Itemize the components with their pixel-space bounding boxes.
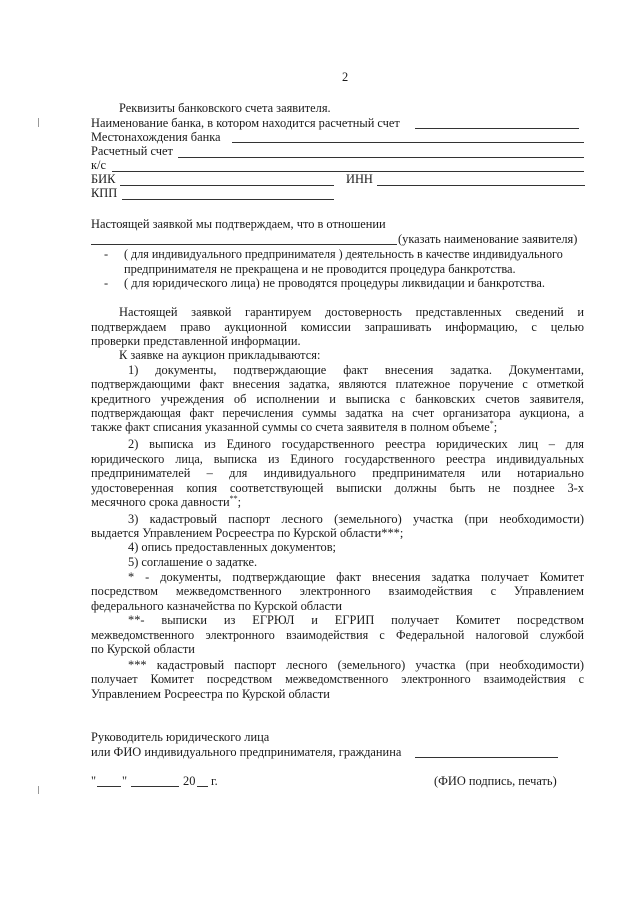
date-quote-open: " (91, 774, 97, 788)
note1-line2: посредством межведомственного электронного взаимодействия с Управлением (91, 584, 584, 598)
date-year-field[interactable] (197, 786, 208, 787)
item2-line4: удостоверенная копия соответствующей выписки должны быть не позднее 3-х (91, 481, 584, 495)
note1-line3: федерального казначейства по Курской области (91, 599, 342, 613)
account-field[interactable] (178, 157, 584, 158)
bank-name-field[interactable] (415, 128, 579, 129)
item3-line1: 3) кадастровый паспорт лесного (земельного) участка (при необходимости) (128, 512, 584, 526)
guarantee-line1: Настоящей заявкой гарантируем достоверность представленных сведений и (119, 305, 584, 319)
date-year-suffix: г. (211, 774, 218, 788)
item2-line3: предпринимателей – для индивидуального предпринимателя или нотариально (91, 466, 584, 480)
kpp-label: КПП (91, 186, 118, 200)
bank-location-field[interactable] (232, 142, 584, 143)
item4: 4) опись предоставленных документов; (128, 540, 336, 554)
item2-line2: юридического лица, выписка из Единого государственного реестра индивидуальных (91, 452, 584, 466)
signature-head-line2: или ФИО индивидуального предпринимателя, гражданина (91, 745, 402, 759)
scan-mark-bottom (38, 786, 39, 794)
item1-line5-end: ; (493, 420, 498, 434)
note3-line3: Управлением Росреестра по Курской области (91, 687, 330, 701)
item2-line5-end: ; (237, 495, 242, 509)
attached-intro: К заявке на аукцион прикладываются: (119, 348, 321, 362)
item2-footnote-mark: ** (229, 493, 238, 503)
date-year-prefix: 20 (183, 774, 196, 788)
page-number: 2 (342, 70, 349, 84)
item1-footnote-mark: * (489, 418, 494, 428)
note1-line1: * - документы, подтверждающие факт внесения задатка получает Комитет (128, 570, 584, 584)
date-day-field[interactable] (97, 786, 121, 787)
item3-line2: выдается Управлением Росреестра по Курской области***; (91, 526, 404, 540)
bank-section-title: Реквизиты банковского счета заявителя. (119, 101, 331, 115)
item1-line5-text: также факт списания указанной суммы со счета заявителя в полном объеме (91, 420, 490, 434)
inn-field[interactable] (377, 185, 585, 186)
applicant-hint: (указать наименование заявителя) (398, 232, 578, 246)
inn-label: ИНН (346, 172, 373, 186)
ks-label: к/с (91, 158, 106, 172)
item1-line2: подтверждающими факт внесения задатка, являются платежное поручение с отметкой (91, 377, 584, 391)
item5: 5) соглашение о задатке. (128, 555, 258, 569)
ip-condition-line2: предпринимателя не прекращена и не проводится процедура банкротства. (124, 262, 516, 276)
fio-sign-hint: (ФИО подпись, печать) (434, 774, 557, 788)
item2-line5-text: месячного срока давности (91, 495, 230, 509)
item2-line1: 2) выписка из Единого государственного реестра юридических лиц – для (128, 437, 584, 451)
applicant-name-field[interactable] (91, 244, 397, 245)
date-quote-close: " (122, 774, 128, 788)
note3-line2: получает Комитет посредством межведомственного электронного взаимодействия с (91, 672, 584, 686)
bik-label: БИК (91, 172, 116, 186)
item1-line5 (91, 420, 497, 436)
note2-line1: **- выписки из ЕГРЮЛ и ЕГРИП получает Комитет посредством (128, 613, 584, 627)
signature-head-line1: Руководитель юридического лица (91, 730, 270, 744)
item1-line1: 1) документы, подтверждающие факт внесения задатка. Документами, (128, 363, 584, 377)
bank-name-label: Наименование банка, в котором находится расчетный счет (91, 116, 400, 130)
bik-field[interactable] (120, 185, 334, 186)
scan-mark-top (38, 118, 39, 127)
signatory-name-field[interactable] (415, 757, 558, 758)
note3-line1: *** кадастровый паспорт лесного (земельного) участка (при необходимости) (128, 658, 584, 672)
date-month-field[interactable] (131, 786, 179, 787)
note2-line2: межведомственного электронного взаимодействия с Федеральной налоговой службой (91, 628, 584, 642)
note2-line3: по Курской области (91, 642, 195, 656)
ul-condition: ( для юридического лица) не проводятся процедуры ликвидации и банкротства. (124, 276, 545, 290)
guarantee-line3: проверки представленной информации. (91, 334, 301, 348)
item1-line4: подтверждающая факт перечисления суммы задатка на счет организатора аукциона, а (91, 406, 584, 420)
guarantee-line2: подтверждаем право аукционной комиссии запрашивать информацию, с целью (91, 320, 584, 334)
confirm-intro: Настоящей заявкой мы подтверждаем, что в отношении (91, 217, 386, 231)
bank-location-label: Местонахождения банка (91, 130, 221, 144)
dash-ip: - (104, 247, 109, 261)
dash-ul: - (104, 276, 109, 290)
account-label: Расчетный счет (91, 144, 173, 158)
ip-condition-line1: ( для индивидуального предпринимателя ) деятельность в качестве индивидуального (124, 247, 563, 261)
item2-line5 (91, 495, 241, 511)
kpp-field[interactable] (122, 199, 334, 200)
item1-line3: кредитного учреждения об исполнении и выписка с банковских счетов заявителя, (91, 392, 584, 406)
